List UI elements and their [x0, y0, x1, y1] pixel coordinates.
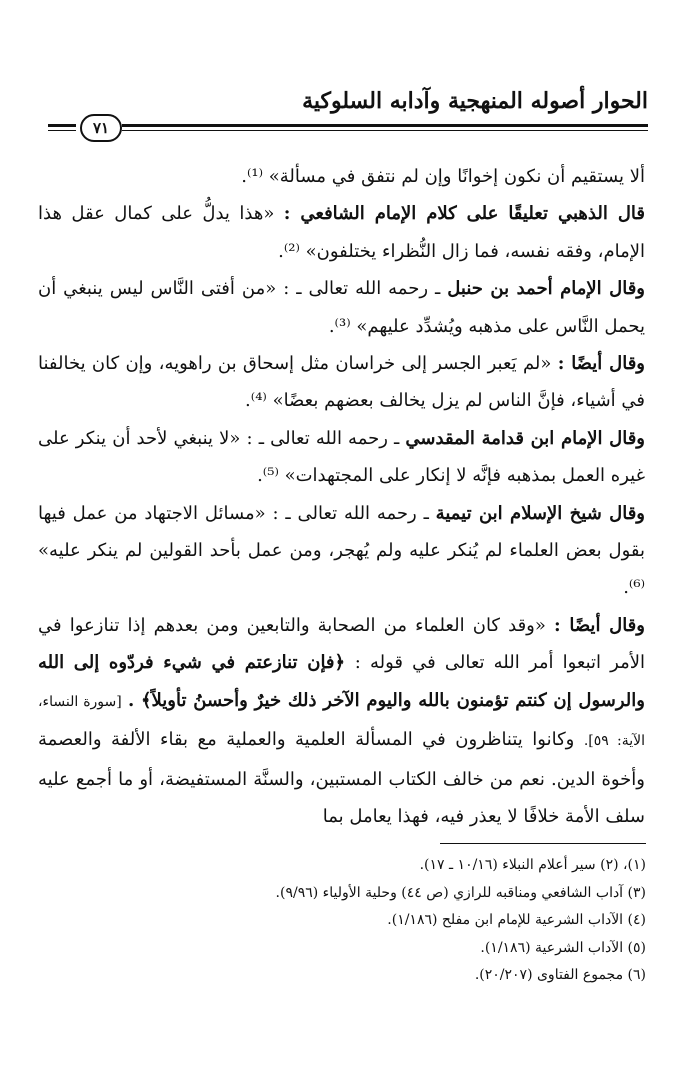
- header-rule-left: [48, 124, 76, 127]
- paragraph-4: وقال أيضًا : «لم يَعبر الجسر إلى خراسان مثل إسحاق بن راهويه، وإن كان يخالفنا في أشياء، فإنَّ الناس لم يزل يخالف بعضهم بعضًا» ⁽⁴⁾.: [38, 353, 645, 412]
- header-rule: [122, 124, 648, 127]
- paragraph-7: وقال أيضًا : «وقد كان العلماء من الصحابة والتابعين ومن بعدهم إذا تنازعوا في الأمر اتبعوا أمر الله تعالى في قوله : ﴿فإن تنازعتم في شيء فردّوه إلى الله والرسول إن كنتم تؤمنون بالله واليوم الآخر ذلك خيرٌ وأحسنُ تأويلاً﴾ . [سورة النساء، الآية: ٥٩]. وكانوا يتناظرون في المسألة العلمية والعملية مع بقاء الألفة والعصمة وأخوة الدين. نعم من خالف الكتاب المستبين، والسنَّة المستفيضة، أو ما أجمع عليه سلف الأمة خلافًا لا يعذر فيه، فهذا يعامل بما: [38, 614, 646, 827]
- footnote-1-2: (١)، (٢) سير أعلام النبلاء (١٠/١٦ ـ ١٧).: [419, 857, 646, 873]
- verse-reference: [سورة النساء، الآية: ٥٩].: [38, 693, 646, 750]
- paragraph-1: ألا يستقيم أن نكون إخوانًا وإن لم نتفق في مسألة» ⁽¹⁾.: [241, 166, 645, 187]
- running-header-title: الحوار أصوله المنهجية وآدابه السلوكية: [302, 88, 648, 114]
- speaker-also-1: وقال أيضًا :: [557, 353, 645, 375]
- paragraph-6: وقال شيخ الإسلام ابن تيمية ـ رحمه الله تعالى ـ : «مسائل الاجتهاد من عمل فيها بقول بعض العلماء لم يُنكر عليه ولم يُهجر، ومن عمل بأحد القولين لم ينكر عليه» ⁽⁶⁾.: [38, 502, 645, 599]
- header-rule-left-thin: [48, 130, 76, 131]
- quran-verse: ﴿فإن تنازعتم في شيء فردّوه إلى الله والرسول إن كنتم تؤمنون بالله واليوم الآخر ذلك خيرٌ وأحسنُ تأويلاً﴾ .: [38, 652, 645, 711]
- footnote-3: (٣) آداب الشافعي ومناقبه للرازي (ص ٤٤) وحلية الأولياء (٩/٩٦).: [275, 884, 646, 901]
- footnote-6: (٦) مجموع الفتاوى (٢٠/٢٠٧).: [474, 967, 646, 984]
- paragraph-2: قال الذهبي تعليقًا على كلام الإمام الشافعي : «هذا يدلُّ على كمال عقل هذا الإمام، وفقه نفسه، فما زال النُّظراء يختلفون» ⁽²⁾.: [38, 203, 645, 262]
- speaker-ibn-qudama: وقال الإمام ابن قدامة المقدسي: [405, 427, 645, 449]
- footnote-5: (٥) الآداب الشرعية (١/١٨٦).: [480, 939, 646, 956]
- speaker-ibn-taymiyya: وقال شيخ الإسلام ابن تيمية: [435, 502, 645, 524]
- footnotes: [39, 852, 646, 990]
- speaker-also-2: وقال أيضًا :: [554, 614, 645, 636]
- paragraph-3: وقال الإمام أحمد بن حنبل ـ رحمه الله تعالى ـ : «من أفتى النَّاس ليس ينبغي أن يحمل النَّاس على مذهبه ويُشدِّد عليهم» ⁽³⁾.: [38, 278, 646, 337]
- page-number: ٧١: [80, 114, 122, 142]
- speaker-dhahabi: قال الذهبي تعليقًا على كلام الإمام الشافعي :: [283, 203, 645, 225]
- footnote-separator: [440, 843, 646, 844]
- header-rule-thin: [122, 130, 648, 131]
- body-text: [38, 158, 645, 835]
- footnote-4: (٤) الآداب الشرعية للإمام ابن مفلح (١/١٨٦).: [387, 912, 646, 929]
- speaker-ahmad: وقال الإمام أحمد بن حنبل: [447, 278, 646, 300]
- paragraph-5: وقال الإمام ابن قدامة المقدسي ـ رحمه الله تعالى ـ : «لا ينبغي لأحد أن ينكر على غيره العمل بمذهبه فإنَّه لا إنكار على المجتهدات» ⁽⁵⁾.: [38, 427, 645, 487]
